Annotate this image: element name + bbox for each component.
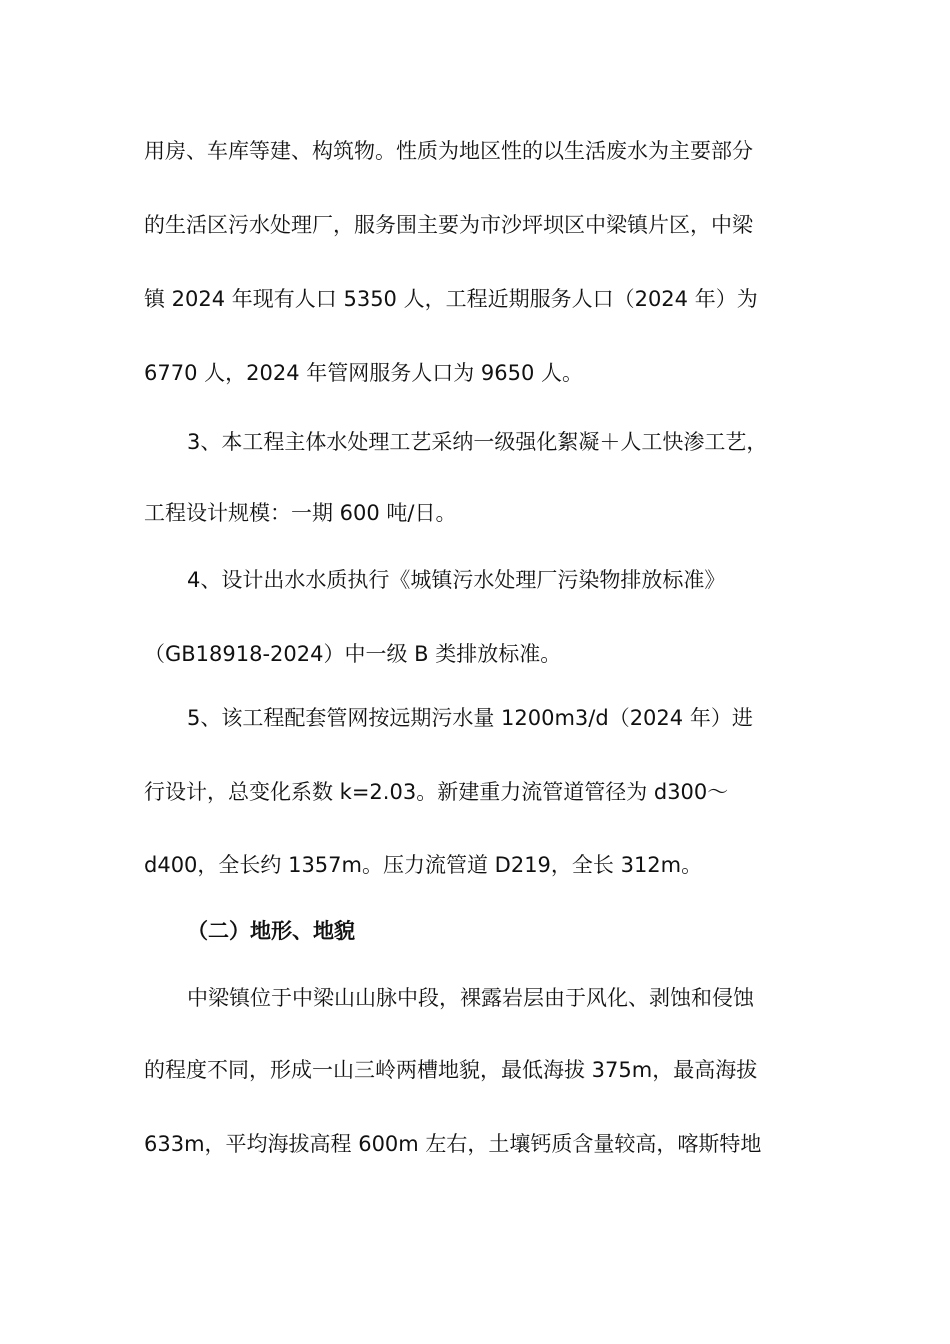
text-line-4: 6770 人，2024 年管网服务人口为 9650 人。 [144,361,584,385]
text-line-3: 镇 2024 年现有人口 5350 人，工程近期服务人口（2024 年）为 [144,287,758,311]
paragraph-line-3: 633m，平均海拔高程 600m 左右，土壤钙质含量较高，喀斯特地 [144,1132,762,1156]
item-4-line-1: 4、设计出水水质执行《城镇污水处理厂污染物排放标准》 [187,568,726,592]
item-5-line-1: 5、该工程配套管网按远期污水量 1200m3/d（2024 年）进 [187,706,753,730]
paragraph-line-1: 中梁镇位于中梁山山脉中段，裸露岩层由于风化、剥蚀和侵蚀 [187,986,754,1010]
item-4-line-2: （GB18918-2024）中一级 B 类排放标准。 [144,642,562,666]
item-5-line-2: 行设计，总变化系数 k=2.03。新建重力流管道管径为 d300～ [144,780,729,804]
section-heading: （二）地形、地貌 [187,919,355,943]
paragraph-line-2: 的程度不同，形成一山三岭两槽地貌，最低海拔 375m，最高海拔 [144,1058,758,1082]
text-line-1: 用房、车库等建、构筑物。性质为地区性的以生活废水为主要部分 [144,139,753,163]
item-5-line-3: d400，全长约 1357m。压力流管道 D219，全长 312m。 [144,853,703,877]
item-3-line-1: 3、本工程主体水处理工艺采纳一级强化絮凝＋人工快渗工艺， [187,430,768,454]
text-line-2: 的生活区污水处理厂，服务围主要为市沙坪坝区中梁镇片区，中梁 [144,213,753,237]
item-3-line-2: 工程设计规模：一期 600 吨/日。 [144,501,457,525]
